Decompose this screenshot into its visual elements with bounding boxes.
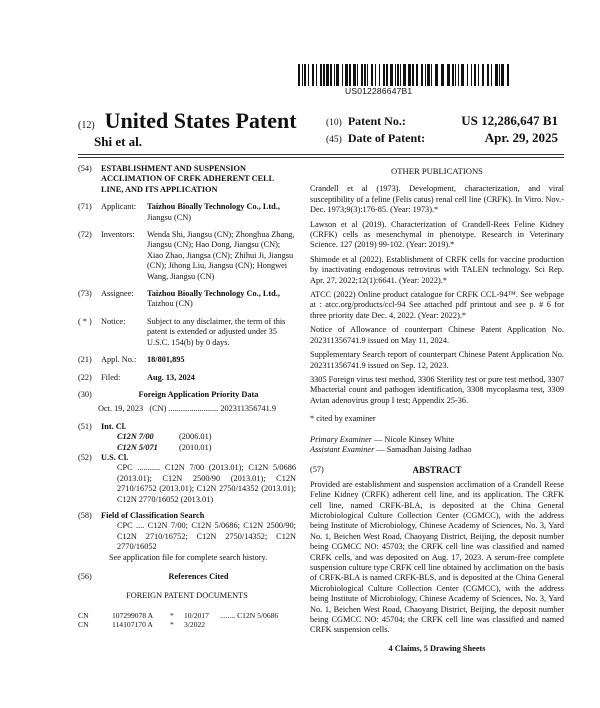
publication-item: Crandell et al (1973). Development, characterization, and viral susceptibility of a feline (Felis catus) renal cell line (CRFK). In Vitro. Nov.-Dec. 1973;9(3):176-85. (Year: 1973).* xyxy=(310,184,564,215)
appl-no-label: Appl. No.: xyxy=(101,355,137,365)
section-54 xyxy=(78,164,296,195)
section-52 xyxy=(78,453,296,463)
assignee-name: Taizhou Bioally Technology Co., Ltd., xyxy=(147,289,280,299)
publication-item: ATCC (2022) Online product catalogue for CRFK CCL-94™. See webpage at : atcc.org/products/ccl-94 See attached pdf printout and see p. # 6 for three priority date Dec. 4, 2022. (Year: 2022).* xyxy=(310,290,564,320)
section-number: ( * ) xyxy=(78,316,92,326)
foreign-docs-heading: FOREIGN PATENT DOCUMENTS xyxy=(126,591,248,601)
priority-heading: Foreign Application Priority Data xyxy=(138,389,259,399)
section-number: (56) xyxy=(78,572,92,581)
primary-examiner-name: — Nicole Kinsey White xyxy=(374,434,455,444)
section-58 xyxy=(78,511,296,521)
doc-star: * xyxy=(170,610,174,620)
section-number: (73) xyxy=(78,289,92,299)
section-56 xyxy=(78,572,296,582)
patent-date: Apr. 29, 2025 xyxy=(484,130,558,145)
abstract xyxy=(310,480,564,636)
abstract-text: Provided are establishment and suspension acclimation of a Crandell Reese Feline Kidney (CRFK) adherent cell line, and its application. The CRFK cell line, named CRFK-BLA, is deposited at the China General Microbiological Culture Collection Center (CGMCC), with the address being Institute of Microbiology, Chinese Academy of Sciences, No. 3, Yard No. 1, Beichen West Road, Chaoyang District, Beijing, the deposit number being CGMCC NO: 45703; the CRFK cell line was classified and named CRFK cells, and was deposited on Aug. 17, 2023. A serum-free complete suspension culture type CRFK cell line obtained by acclimation on the basis of CRFK-BLA is named CRFK-BLS, and is deposited at the China General Microbiological Culture Collection Center (CGMCC), with the address being Institute of Microbiology, Chinese Academy of Sciences, No. 3, Yard No. 1, Beichen West Road, Chaoyang District, Beijing, the deposit number being CGMCC NO: 45704; the CRFK cell line was classified and named CRFK suspension cells. xyxy=(310,479,564,635)
header-rule xyxy=(78,157,564,158)
us-cl-heading: U.S. Cl. xyxy=(101,452,129,462)
doc-country: CN xyxy=(78,610,89,620)
int-cl-heading: Int. Cl. xyxy=(101,421,127,431)
publication-item: Lawson et al (2019). Characterization of Crandell-Rees Feline Kidney (CRFK) cells as mesenchymal in phenotype. Research in Veterinary Science. 127 (2019) 99-102. (Year: 2019).* xyxy=(310,219,564,250)
publication-item: 3305 Foreign virus test method, 3306 Sterility test or pure test method, 3307 Mbacterial count and pathogen identification, 3308 mycoplasma test, 3309 Avian adenovirus group I test; Appendix 25-36. xyxy=(310,374,564,405)
int-cl-year: (2006.01) xyxy=(179,432,212,442)
us-cl-text: CPC ........... C12N 7/00 (2013.01); C12N 5/0686 (2013.01); C12N 2500/90 (2013.01); C12N 2710/16752 (2013.01); C12N 2750/14352 (2013.01); C12N 2770/16052 (2013.01) xyxy=(117,463,296,504)
section-21 xyxy=(78,355,296,365)
patent-number: US 12,286,647 B1 xyxy=(461,113,558,128)
section-number: (72) xyxy=(78,230,92,240)
applicant-name: Taizhou Bioally Technology Co., Ltd., xyxy=(147,202,280,212)
primary-examiner xyxy=(310,435,564,445)
kind-code: (12) xyxy=(78,120,95,131)
doc-class: ........ C12N 5/0686 xyxy=(220,610,279,620)
inventors-list: Wenda Shi, Jiangsu (CN); Zhonghua Zhang, Jiangsu (CN); Hao Dong, Jiangsu (CN); Xiao Zhao, Jiangsa (CN); Zhihui Ji, Jiangsu (CN); Jihong Liu, Jiangsu (CN); Hongwei Wang, Jiangsu (CN) xyxy=(147,230,295,281)
section-51 xyxy=(78,422,296,432)
applicant-label: Applicant: xyxy=(101,202,137,212)
section-number: (22) xyxy=(78,372,92,382)
notice-text: Subject to any disclaimer, the term of this patent is extended or adjusted under 35 U.S.C. 154(b) by 0 days. xyxy=(147,316,286,347)
publication-item: Shimode et al (2022). Establishment of CRFK cells for vaccine production by inactivating endogenous retrovirus with TALEN technology. Sci Rep. Apr. 27, 2022;12(1):6641. (Year: 2022).* xyxy=(310,254,564,285)
section-number: (51) xyxy=(78,421,92,431)
field-search-text: CPC .... C12N 7/00; C12N 5/0686; C12N 2500/90; C12N 2710/16752; C12N 2750/14352; C12N 2770/16052 xyxy=(117,521,296,552)
section-number: (57) xyxy=(310,465,324,475)
abstract-heading: ABSTRACT xyxy=(412,465,462,476)
section-30 xyxy=(78,390,296,400)
primary-examiner-label: Primary Examiner xyxy=(310,434,372,444)
int-cl-year: (2010.01) xyxy=(179,442,212,452)
patent-title: United States Patent xyxy=(104,108,297,133)
field-search-note: See application file for complete search history. xyxy=(109,552,268,562)
assistant-examiner xyxy=(310,445,564,455)
foreign-doc-row xyxy=(78,611,296,621)
doc-star: * xyxy=(170,620,174,630)
section-number: (54) xyxy=(78,164,92,173)
authors: Shi et al. xyxy=(94,134,143,149)
publication-list xyxy=(310,184,564,406)
doc-date: 3/2022 xyxy=(184,620,206,630)
date-code: (45) xyxy=(326,135,342,145)
doc-class xyxy=(220,620,296,630)
int-cl-code: C12N 5/071 xyxy=(117,442,158,452)
section-72 xyxy=(78,230,296,282)
section-number: (52) xyxy=(78,452,92,462)
doc-country: CN xyxy=(78,620,89,630)
foreign-doc-row xyxy=(78,620,296,630)
section-22 xyxy=(78,373,296,383)
claims-summary: 4 Claims, 5 Drawing Sheets xyxy=(388,643,486,653)
right-column xyxy=(310,166,564,654)
assignee-label: Assignee: xyxy=(101,289,134,299)
assistant-examiner-label: Assistant Examiner xyxy=(310,444,375,454)
other-publications-heading: OTHER PUBLICATIONS xyxy=(391,166,483,176)
section-number: (71) xyxy=(78,202,92,212)
header-rule xyxy=(78,154,564,155)
invention-title: ESTABLISHMENT AND SUSPENSION ACCLIMATION OF CRFK ADHERENT CELL LINE, AND ITS APPLICATION xyxy=(101,164,274,194)
field-search-heading: Field of Classification Search xyxy=(101,510,205,520)
patent-no-code: (10) xyxy=(326,118,342,128)
int-cl-code: C12N 7/00 xyxy=(117,432,154,442)
inventors-label: Inventors: xyxy=(101,230,135,240)
barcode xyxy=(298,64,516,86)
patent-header-right xyxy=(326,113,558,147)
abstract-header xyxy=(310,465,564,475)
assignee-location: Taizhou (CN) xyxy=(147,299,193,309)
doc-date: 10/2017 xyxy=(184,610,209,620)
barcode-stripe xyxy=(509,64,512,86)
patent-no-label: Patent No.: xyxy=(347,114,406,128)
section-number: (58) xyxy=(78,510,92,520)
section-73 xyxy=(78,289,296,310)
section-number: (30) xyxy=(78,389,92,399)
notice-label: Notice: xyxy=(101,316,126,326)
doc-number: 107299078 A xyxy=(112,610,154,620)
patent-header-left xyxy=(78,108,297,149)
left-column xyxy=(78,164,296,630)
assistant-examiner-name: — Samadhan Jaising Jadhao xyxy=(376,444,472,454)
applicant-location: Jiangsu (CN) xyxy=(147,212,192,222)
cited-note: * cited by examiner xyxy=(310,414,376,424)
section-number: (21) xyxy=(78,355,92,365)
filed-value: Aug. 13, 2024 xyxy=(147,372,195,382)
barcode-number: US012286647B1 xyxy=(345,86,413,96)
appl-no-value: 18/801,895 xyxy=(147,355,185,365)
int-cl-list xyxy=(78,432,296,453)
doc-number: 114107170 A xyxy=(112,620,153,630)
section-notice xyxy=(78,317,296,348)
publication-item: Supplementary Search report of counterpart Chinese Patent Application No. 202311356741.9 issued on Sep. 12, 2023. xyxy=(310,350,564,370)
filed-label: Filed: xyxy=(101,372,121,382)
section-71 xyxy=(78,202,296,223)
date-label: Date of Patent: xyxy=(347,131,426,145)
priority-entry: Oct. 19, 2023 (CN) ........................ 202311356741.9 xyxy=(97,404,277,414)
publication-item: Notice of Allowance of counterpart Chinese Patent Application No. 202311356741.9 issued on May 11, 2024. xyxy=(310,325,564,345)
references-heading: References Cited xyxy=(168,572,229,581)
